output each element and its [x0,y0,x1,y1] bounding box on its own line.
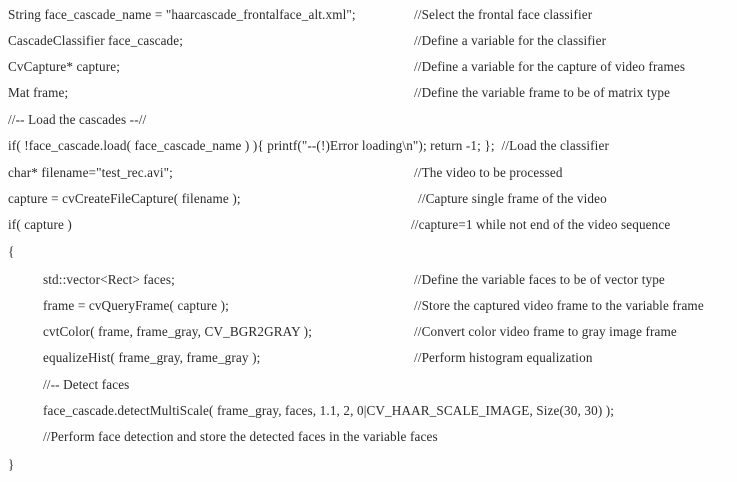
code-line [0,110,737,136]
code-line [0,163,737,189]
code-line [0,242,737,268]
code-statement: CascadeClassifier face_cascade; [8,33,184,48]
code-statement: //-- Load the cascades --// [8,112,147,127]
code-statement: if( !face_cascade.load( face_cascade_name ) ){ printf("--(!)Error loading\n"); return -1; }; //Load the classifier [8,138,609,153]
code-comment: //Define a variable for the classifier [414,33,607,48]
code-comment: //The video to be processed [414,165,563,180]
code-statement: capture = cvCreateFileCapture( filename ); [8,191,241,206]
code-line [0,189,737,215]
code-line [0,270,737,296]
code-statement: { [8,244,15,259]
code-comment: //Select the frontal face classifier [414,7,593,22]
code-statement: //-- Detect faces [43,377,130,392]
code-line [0,322,737,348]
code-line [0,57,737,83]
code-comment: //Define a variable for the capture of video frames [414,59,686,74]
code-statement: } [8,457,15,472]
code-comment: //capture=1 while not end of the video sequence [411,217,671,232]
code-statement: Mat frame; [8,85,69,100]
code-statement: //Perform face detection and store the detected faces in the variable faces [43,429,438,444]
code-statement: String face_cascade_name = "haarcascade_frontalface_alt.xml"; [8,7,356,22]
code-line [0,455,737,481]
code-line [0,427,737,453]
code-line [0,348,737,374]
code-line [0,83,737,109]
code-statement: cvtColor( frame, frame_gray, CV_BGR2GRAY ); [43,324,313,339]
code-comment: //Define the variable frame to be of matrix type [414,85,671,100]
code-comment: //Capture single frame of the video [418,191,607,206]
code-line [0,136,737,162]
code-line [0,5,737,31]
code-line [0,215,737,241]
code-line [0,375,737,401]
code-line [0,401,737,427]
code-statement: if( capture ) [8,217,72,232]
code-line [0,296,737,322]
code-statement: frame = cvQueryFrame( capture ); [43,298,229,313]
code-statement: equalizeHist( frame_gray, frame_gray ); [43,350,261,365]
code-comment: //Store the captured video frame to the variable frame [414,298,704,313]
code-comment: //Convert color video frame to gray image frame [414,324,677,339]
code-statement: std::vector<Rect> faces; [43,272,175,287]
code-statement: CvCapture* capture; [8,59,121,74]
code-comment: //Perform histogram equalization [414,350,593,365]
code-statement: face_cascade.detectMultiScale( frame_gray, faces, 1.1, 2, 0|CV_HAAR_SCALE_IMAGE, Size(30, 30) ); [43,403,615,418]
code-line [0,31,737,57]
code-statement: char* filename="test_rec.avi"; [8,165,173,180]
code-comment: //Define the variable faces to be of vector type [414,272,665,287]
